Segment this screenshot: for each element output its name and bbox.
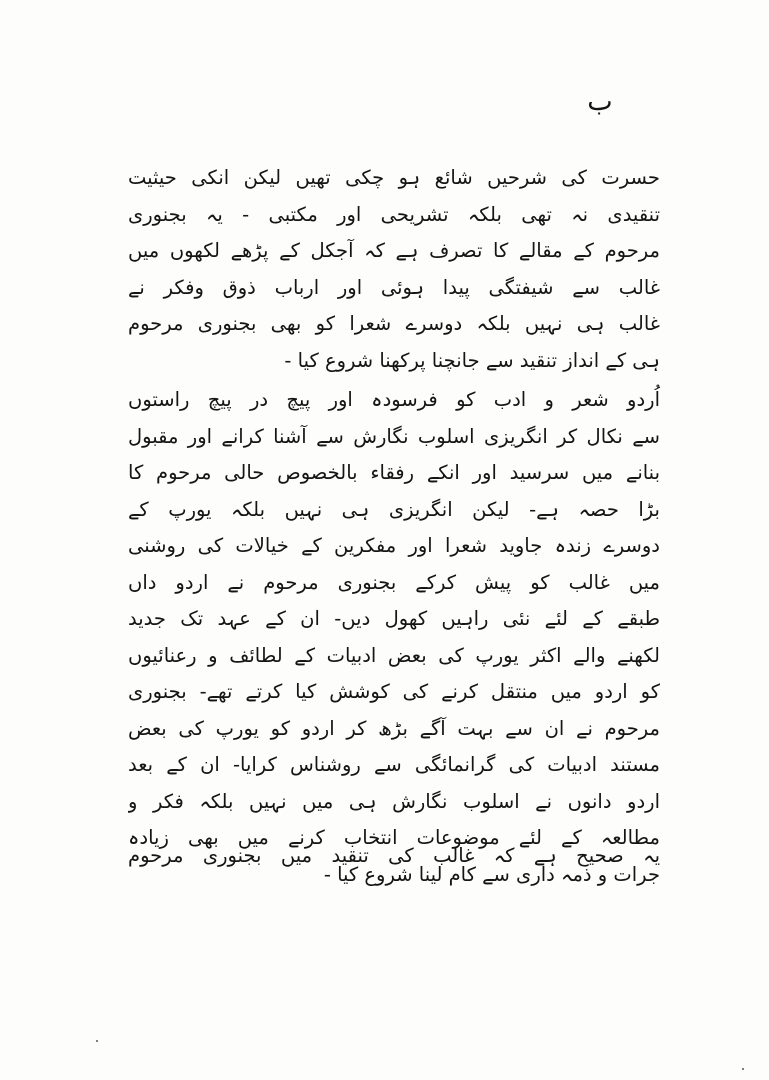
paragraph-1 bbox=[128, 160, 660, 379]
text-line: میں غالب کو پیش کرکے بجنوری مرحوم نے اردو داں bbox=[128, 570, 660, 594]
text-line: مطالعہ کے لئے موضوعات انتخاب کرنے میں بھی زیادہ bbox=[128, 826, 660, 849]
scan-speck bbox=[742, 1068, 744, 1070]
text-line: کو اردو میں منتقل کرنے کی کوشش کیا کرتے تھے- بجنوری bbox=[128, 680, 660, 703]
text-line: غالب ہی نہیں بلکہ دوسرے شعرا کو بھی بجنوری مرحوم bbox=[128, 312, 660, 335]
text-line: ہی کے انداز تنقید سے جانچنا پرکھنا شروع کیا - bbox=[284, 348, 660, 372]
text-line: لکھنے والے اکثر یورپ کی بعض ادبیات کے لطائف و رعنائیوں bbox=[128, 643, 660, 667]
text-line: مستند ادبیات کی گرانمائگی سے روشناس کرایا- ان کے بعد bbox=[128, 753, 660, 776]
text-line: غالب سے شیفتگی پیدا ہوئی اور ارباب ذوق وفکر نے bbox=[128, 275, 660, 299]
text-line: یہ صحیح ہے کہ غالب کی تنقید میں بجنوری مرحوم bbox=[128, 844, 660, 867]
text-line: اُردو شعر و ادب کو فرسودہ اور پیچ در پیچ راستوں bbox=[128, 388, 660, 411]
text-line: تنقیدی نہ تھی بلکہ تشریحی اور مکتبی - یہ بجنوری bbox=[128, 202, 660, 226]
text-line: سے نکال کر انگریزی اسلوب نگارش سے آشنا کرانے اور مقبول bbox=[128, 424, 660, 448]
text-line: مرحوم کے مقالے کا تصرف ہے کہ آجکل کے پڑھے لکھوں میں bbox=[128, 239, 660, 262]
text-line: اردو دانوں نے اسلوب نگارش ہی میں نہیں بلکہ فکر و bbox=[128, 789, 660, 813]
text-line: طبقے کے لئے نئی راہیں کھول دیں- ان کے عہد تک جدید bbox=[128, 607, 660, 630]
text-line: جرات و ذمہ داری سے کام لینا شروع کیا - bbox=[323, 862, 660, 886]
scan-speck bbox=[96, 1040, 98, 1042]
text-line: بڑا حصہ ہے- لیکن انگریزی ہی نہیں بلکہ یورپ کے bbox=[128, 497, 660, 521]
page-marker: ب bbox=[587, 86, 613, 117]
text-line: دوسرے زندہ جاوید شعرا اور مفکرین کے خیالات کی روشنی bbox=[128, 534, 660, 557]
text-line: حسرت کی شرحیں شائع ہو چکی تھیں لیکن انکی حیثیت bbox=[128, 166, 660, 189]
text-line: مرحوم نے ان سے بہت آگے بڑھ کر اردو کو یورپ کی بعض bbox=[128, 716, 660, 740]
paragraph-3 bbox=[128, 838, 660, 875]
paragraph-2 bbox=[128, 382, 660, 893]
text-line: بنانے میں سرسید اور انکے رفقاء بالخصوص حالی مرحوم کا bbox=[128, 461, 660, 484]
